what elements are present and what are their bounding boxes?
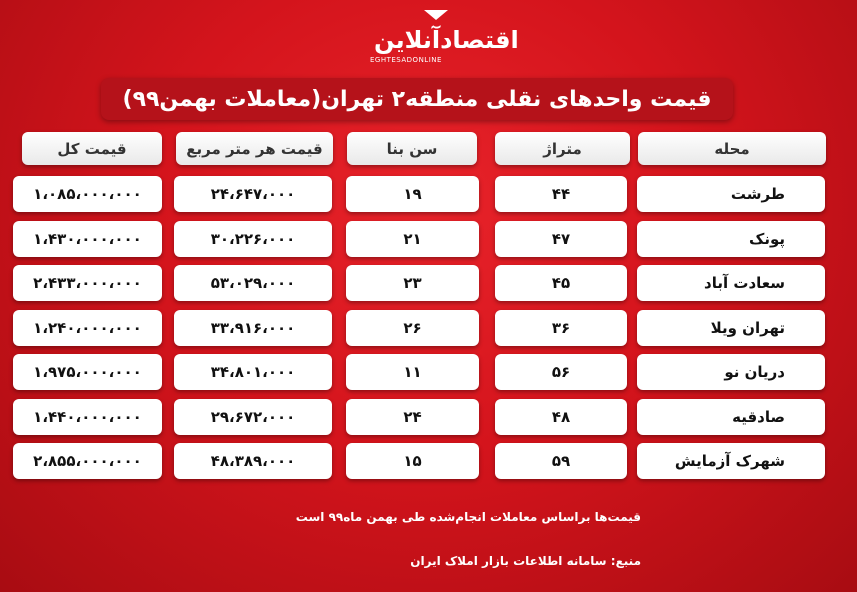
brand-logo — [360, 8, 519, 66]
header-total-price: قیمت کل — [22, 132, 162, 165]
cell-total-price: ۱،۰۸۵،۰۰۰،۰۰۰ — [13, 176, 162, 212]
cell-neighborhood: طرشت — [637, 176, 825, 212]
cell-price-per-m2: ۳۴،۸۰۱،۰۰۰ — [174, 354, 332, 390]
footnote-source: منبع: سامانه اطلاعات بازار املاک ایران — [410, 554, 641, 568]
cell-price-per-m2: ۳۰،۲۲۶،۰۰۰ — [174, 221, 332, 257]
cell-area: ۳۶ — [495, 310, 627, 346]
cell-total-price: ۲،۴۳۳،۰۰۰،۰۰۰ — [13, 265, 162, 301]
cell-total-price: ۲،۸۵۵،۰۰۰،۰۰۰ — [13, 443, 162, 479]
header-area: متراژ — [495, 132, 630, 165]
header-age: سن بنا — [347, 132, 477, 165]
cell-total-price: ۱،۹۷۵،۰۰۰،۰۰۰ — [13, 354, 162, 390]
cell-area: ۴۵ — [495, 265, 627, 301]
logo-mark-icon — [424, 10, 448, 20]
cell-area: ۴۷ — [495, 221, 627, 257]
cell-total-price: ۱،۴۴۰،۰۰۰،۰۰۰ — [13, 399, 162, 435]
cell-neighborhood: سعادت آباد — [637, 265, 825, 301]
cell-price-per-m2: ۲۹،۶۷۲،۰۰۰ — [174, 399, 332, 435]
cell-area: ۵۶ — [495, 354, 627, 390]
cell-area: ۵۹ — [495, 443, 627, 479]
title-banner — [101, 78, 733, 120]
cell-neighborhood: تهران ویلا — [637, 310, 825, 346]
cell-total-price: ۱،۴۳۰،۰۰۰،۰۰۰ — [13, 221, 162, 257]
header-neighborhood: محله — [638, 132, 826, 165]
cell-total-price: ۱،۲۴۰،۰۰۰،۰۰۰ — [13, 310, 162, 346]
brand-name: اقتصادآنلاین — [374, 26, 519, 54]
cell-neighborhood: صادقیه — [637, 399, 825, 435]
cell-price-per-m2: ۵۳،۰۲۹،۰۰۰ — [174, 265, 332, 301]
cell-area: ۴۴ — [495, 176, 627, 212]
cell-area: ۴۸ — [495, 399, 627, 435]
cell-age: ۱۱ — [346, 354, 479, 390]
footnote-note: قیمت‌ها براساس معاملات انجام‌شده طی بهمن ماه۹۹ است — [295, 510, 641, 524]
chart-title: قیمت واحدهای نقلی منطقه۲ تهران(معاملات بهمن۹۹) — [122, 86, 712, 112]
header-price-per-m2: قیمت هر متر مربع — [176, 132, 333, 165]
cell-neighborhood: شهرک آزمایش — [637, 443, 825, 479]
cell-age: ۱۵ — [346, 443, 479, 479]
cell-age: ۲۱ — [346, 221, 479, 257]
cell-price-per-m2: ۴۸،۳۸۹،۰۰۰ — [174, 443, 332, 479]
cell-age: ۱۹ — [346, 176, 479, 212]
brand-url: EGHTESADONLINE — [370, 56, 442, 64]
cell-price-per-m2: ۳۳،۹۱۶،۰۰۰ — [174, 310, 332, 346]
cell-neighborhood: دریان نو — [637, 354, 825, 390]
cell-age: ۲۴ — [346, 399, 479, 435]
cell-price-per-m2: ۲۴،۶۴۷،۰۰۰ — [174, 176, 332, 212]
cell-age: ۲۶ — [346, 310, 479, 346]
cell-neighborhood: پونک — [637, 221, 825, 257]
cell-age: ۲۳ — [346, 265, 479, 301]
